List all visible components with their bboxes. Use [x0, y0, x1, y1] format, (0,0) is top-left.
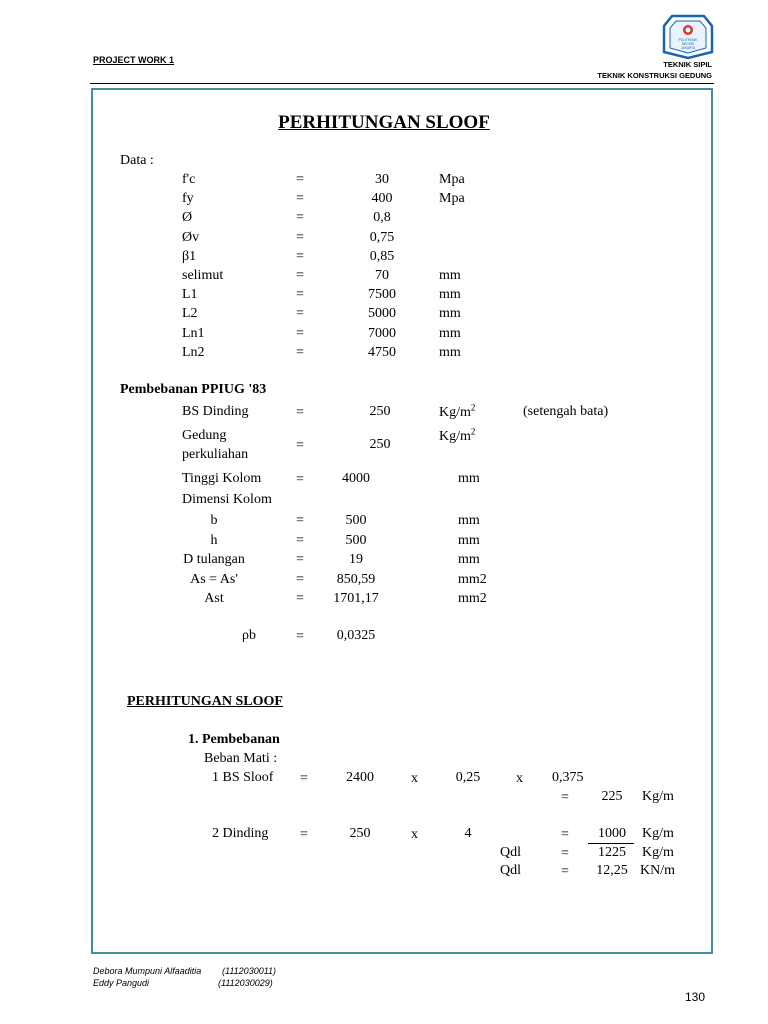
dimension-row-unit: mm2 [458, 571, 487, 587]
dimension-row-unit: mm2 [458, 591, 487, 606]
data-row-name: L2 [182, 306, 198, 322]
pembebanan-heading: Pembebanan PPIUG '83 [120, 382, 267, 397]
data-label: Data : [120, 153, 154, 168]
data-row-name: Ln2 [182, 344, 205, 360]
data-row-name: Ln1 [182, 325, 205, 341]
dinding-result-unit: Kg/m [642, 826, 674, 841]
data-row-value: 7000 [368, 325, 396, 341]
sum-rule [588, 843, 634, 844]
perhitungan-heading: PERHITUNGAN SLOOF [127, 694, 283, 709]
qdl-value-1: 1225 [598, 845, 626, 860]
gedung-label-2: perkuliahan [182, 447, 249, 462]
project-title: PROJECT WORK 1 [93, 55, 175, 65]
beban-mati-label: Beban Mati : [204, 751, 278, 766]
data-row-value: 70 [375, 268, 389, 283]
dimension-row-name: As = As' [190, 571, 238, 587]
data-row-value: 5000 [368, 306, 396, 322]
dinding-label: 2 Dinding [212, 826, 269, 841]
data-row-unit: Mpa [439, 172, 465, 187]
dimension-row-eq: = [296, 571, 304, 587]
bs-sloof-eq: = [300, 771, 308, 786]
data-row-unit: mm [439, 344, 461, 360]
bs-dinding-value: 250 [369, 404, 391, 419]
data-row-value: 0,85 [369, 248, 395, 264]
program-label: TEKNIK KONSTRUKSI GEDUNG [597, 71, 712, 80]
qdl-value-2: 12,25 [596, 863, 628, 878]
tinggi-kolom-value: 4000 [342, 471, 370, 486]
qdl-eq-2: = [561, 864, 569, 879]
author-2-name: Eddy Pangudi [93, 978, 150, 988]
dimension-row-value: 500 [345, 513, 367, 528]
bs-sloof-x2: x [516, 771, 523, 786]
logo-text-2: NEGERI [681, 42, 695, 46]
dimension-row-value: 1701,17 [333, 591, 379, 606]
qdl-unit-2: KN/m [640, 863, 675, 878]
dimension-row-eq: = [296, 552, 304, 567]
header-rule [90, 83, 714, 84]
bs-dinding-label: BS Dinding [182, 404, 249, 419]
data-row-value: 0,75 [369, 229, 395, 245]
bs-sloof-v2: 0,25 [455, 770, 481, 785]
tinggi-kolom-unit: mm [458, 471, 480, 486]
dimension-row-eq: = [296, 591, 304, 606]
gedung-eq: = [296, 438, 304, 453]
data-row-name: Ø [182, 210, 193, 226]
bs-sloof-v1: 2400 [346, 770, 374, 785]
bs-sloof-v3: 0,375 [552, 770, 584, 785]
dimension-row-eq: = [296, 532, 304, 548]
dinding-v1: 250 [349, 826, 371, 841]
tinggi-kolom-label: Tinggi Kolom [182, 471, 262, 486]
bs-sloof-x1: x [411, 771, 418, 786]
data-row-value: 4750 [368, 344, 396, 360]
dimension-row-value: 19 [349, 552, 363, 567]
rho-b-value: 0,0325 [336, 628, 376, 643]
dinding-result: 1000 [598, 826, 626, 841]
qdl-unit-1: Kg/m [642, 845, 674, 860]
rho-b-label: ρb [242, 628, 256, 643]
qdl-label-1: Qdl [500, 845, 521, 860]
data-row-value: 0,8 [373, 210, 391, 226]
dimension-row-name: b [210, 513, 218, 528]
author-1-name: Debora Mumpuni Alfaaditia [93, 966, 202, 976]
data-row-unit: mm [439, 287, 461, 303]
data-row-value: 30 [375, 172, 389, 187]
author-1-nim: (1112030011) [222, 966, 277, 976]
data-row-unit: mm [439, 268, 461, 283]
data-row-eq: = [296, 344, 304, 360]
logo-text-3: JAKARTA [680, 46, 696, 50]
page-title: PERHITUNGAN SLOOF [278, 112, 490, 133]
dimensi-kolom-label: Dimensi Kolom [182, 492, 272, 507]
data-row-eq: = [296, 229, 304, 245]
dinding-x1: x [411, 827, 418, 842]
data-row-unit: mm [439, 306, 461, 322]
dimension-row-value: 500 [345, 532, 367, 548]
data-row-eq: = [296, 210, 304, 226]
dimension-row-eq: = [296, 513, 304, 528]
page-number: 130 [684, 990, 705, 1004]
data-row-name: selimut [182, 268, 224, 283]
institution-logo [660, 12, 716, 65]
dimension-row-name: D tulangan [183, 552, 245, 567]
data-row-unit: mm [439, 325, 461, 341]
data-row-eq: = [296, 325, 304, 341]
data-row-name: fy [182, 191, 194, 207]
bs-dinding-eq: = [296, 405, 304, 420]
data-row-unit: Mpa [439, 191, 465, 207]
data-row-eq: = [296, 248, 304, 264]
data-row-eq: = [296, 287, 304, 303]
data-row-value: 7500 [368, 287, 396, 303]
bs-dinding-note: (setengah bata) [523, 404, 609, 419]
data-row-name: f'c [182, 172, 196, 187]
tinggi-kolom-eq: = [296, 472, 304, 487]
bs-sloof-label: 1 BS Sloof [212, 770, 274, 785]
gedung-unit: $Kg/m^2$ [439, 426, 476, 444]
dimension-row-unit: mm [458, 552, 480, 567]
data-row-name: β1 [182, 248, 197, 264]
pembebanan-subheading: 1. Pembebanan [188, 732, 280, 747]
logo-text-1: POLITEKNIK [678, 38, 698, 42]
data-row-name: L1 [182, 287, 198, 303]
dinding-v2: 4 [464, 826, 472, 841]
bs-sloof-result-unit: Kg/m [642, 789, 674, 804]
data-row-value: 400 [371, 191, 393, 207]
gedung-label-1: Gedung [182, 428, 227, 443]
data-row-eq: = [296, 306, 304, 322]
dimension-row-unit: mm [458, 532, 480, 548]
dimension-row-value: 850,59 [336, 571, 376, 587]
data-row-eq: = [296, 172, 304, 187]
data-row-name: Øv [182, 229, 200, 245]
dinding-eq2: = [561, 827, 569, 842]
data-row-eq: = [296, 268, 304, 283]
author-2-nim: (1112030029) [218, 978, 273, 988]
dimension-row-name: h [210, 532, 218, 548]
qdl-label-2: Qdl [500, 863, 521, 878]
dinding-eq: = [300, 827, 308, 842]
qdl-eq-1: = [561, 846, 569, 861]
rho-b-eq: = [296, 629, 304, 644]
data-row-eq: = [296, 191, 304, 207]
gedung-value: 250 [369, 437, 391, 452]
bs-sloof-result-eq: = [561, 790, 569, 805]
department-label: TEKNIK SIPIL [663, 60, 712, 69]
dimension-row-name: Ast [204, 591, 224, 606]
bs-dinding-unit: $Kg/m^2$ [439, 402, 476, 420]
bs-sloof-result: 225 [601, 789, 623, 804]
dimension-row-unit: mm [458, 513, 480, 528]
